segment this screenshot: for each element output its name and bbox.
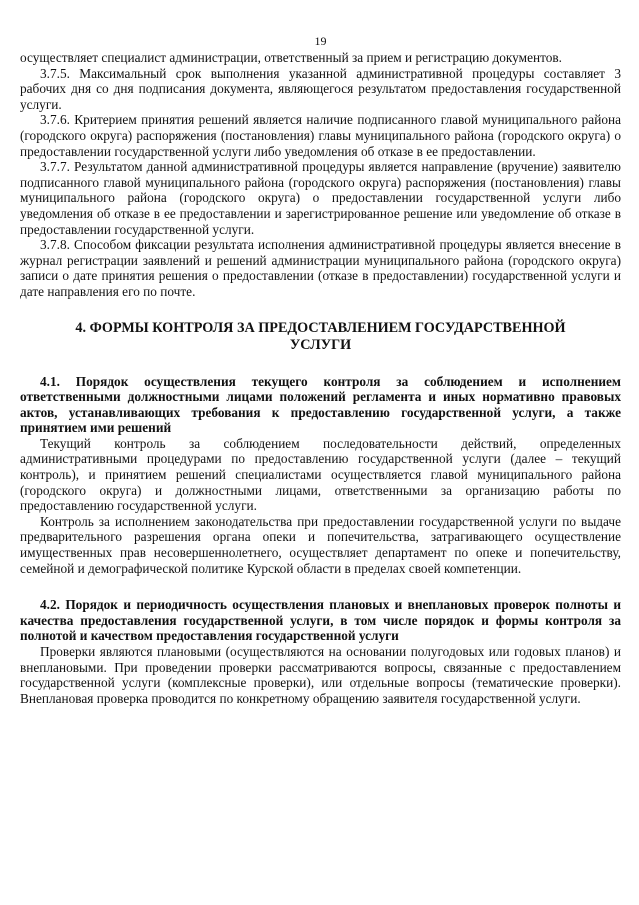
paragraph-3-7-6: 3.7.6. Критерием принятия решений является наличие подписанного главой муниципального района (городского округа) распоряжения (постановления) главы муниципального района (городского округа) о предоставлении государственной услуги либо уведомления об отказе в ее предоставлении.: [20, 112, 621, 159]
paragraph-3-7-8: 3.7.8. Способом фиксации результата исполнения административной процедуры является внесение в журнал регистрации заявлений и решений администрации муниципального района (городского округа) записи о дате принятия решения о предоставлении (отказе в предоставлении) государственной услуги и дате направления его по почте.: [20, 237, 621, 299]
paragraph-continuation: осуществляет специалист администрации, ответственный за прием и регистрацию документов.: [20, 50, 562, 65]
paragraph-4-2-a: Проверки являются плановыми (осуществляются на основании полугодовых или годовых планов) и внеплановыми. При проведении проверки рассматриваются вопросы, связанные с предоставлением государственной услуги (комплексные проверки), или отдельные вопросы (тематические проверки). Внеплановая проверка проводится по конкретному обращению заявителя государственной услуги.: [20, 644, 621, 706]
paragraph-4-1-b: Контроль за исполнением законодательства при предоставлении государственной услуги по выдаче предварительного разрешения органа опеки и попечительства, затрагивающего осуществление имущественных прав несовершеннолетнего, осуществляет департамент по опеке и попечительству, семейной и демографической политике Курской области в пределах своей компетенции.: [20, 513, 621, 576]
subsection-4-1-title: 4.1. Порядок осуществления текущего контроля за соблюдением и исполнением ответственными должностными лицами положений регламента и иных нормативно правовых актов, устанавливающих требования к предоставлению государственной услуги, а также принятием ими решений: [20, 373, 621, 436]
page-number: 19: [314, 34, 327, 48]
subsection-4-2-title: 4.2. Порядок и периодичность осуществления плановых и внеплановых проверок полноты и качества предоставления государственной услуги, в том числе порядок и формы контроля за полнотой и качеством предоставления государственной услуги: [20, 597, 621, 644]
paragraph-3-7-7: 3.7.7. Результатом данной административной процедуры является направление (вручение) заявителю подписанного главой муниципального района (городского округа) распоряжения (постановления) главы муниципального района (городского округа) о предоставлении государственной услуги либо уведомления об отказе в ее предоставлении и зарегистрированное решение или уведомление об отказе в предоставлении государственной услуги.: [20, 159, 621, 237]
section-4-title: 4. ФОРМЫ КОНТРОЛЯ ЗА ПРЕДОСТАВЛЕНИЕМ ГОСУДАРСТВЕННОЙ УСЛУГИ: [75, 319, 566, 353]
spacer: [20, 576, 621, 597]
paragraph-3-7-5: 3.7.5. Максимальный срок выполнения указанной административной процедуры составляет 3 рабочих дня со дня подписания документа, являющегося результатом предоставления государственной услуги.: [20, 65, 621, 112]
paragraph-4-1-a: Текущий контроль за соблюдением последовательности действий, определенных административными процедурами по предоставлению государственной услуги (далее – текущий контроль), и принятием решений специалистами осуществляется главой муниципального района (городского округа) и должностными лицами, ответственными за организацию работы по предоставлению государственной услуги.: [20, 435, 621, 514]
